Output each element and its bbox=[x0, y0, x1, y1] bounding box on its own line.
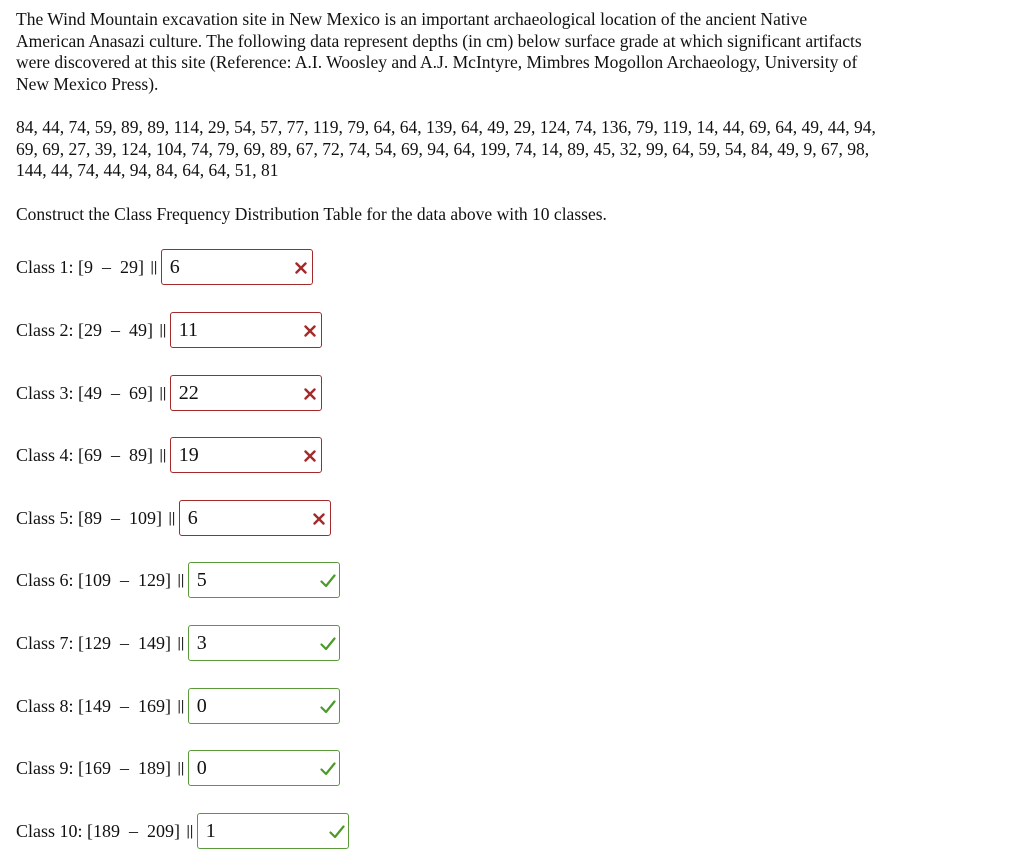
x-mark-icon bbox=[292, 259, 310, 277]
separator: || bbox=[168, 510, 175, 526]
frequency-value: 0 bbox=[196, 694, 207, 717]
class-row-4 bbox=[16, 436, 322, 474]
instruction-text: Construct the Class Frequency Distribution Table for the data above with 10 classes. bbox=[16, 204, 607, 224]
question-intro: The Wind Mountain excavation site in New Mexico is an important archaeological location of the ancient Native American Anasazi culture. The following data represent depths (in cm) below surface grade at which significant artifacts were discovered at this site (Reference: A.I. Woosley and A.J. McIntyre, Mimbres Mogollon Archaeology, University of New Mexico Press). bbox=[16, 9, 862, 94]
frequency-value: 19 bbox=[178, 443, 199, 466]
class-row-10 bbox=[16, 812, 349, 850]
check-mark-icon bbox=[319, 572, 337, 590]
separator: || bbox=[159, 322, 166, 338]
separator: || bbox=[177, 698, 184, 714]
check-mark-icon bbox=[319, 698, 337, 716]
frequency-value: 5 bbox=[196, 568, 207, 591]
class-label: Class 7: [129 – 149] bbox=[16, 632, 171, 653]
class-3-frequency-input[interactable] bbox=[170, 375, 322, 411]
frequency-value: 11 bbox=[178, 318, 199, 341]
frequency-value: 3 bbox=[196, 631, 207, 654]
class-label: Class 9: [169 – 189] bbox=[16, 757, 171, 778]
frequency-value: 22 bbox=[178, 381, 199, 404]
class-6-frequency-input[interactable] bbox=[188, 562, 340, 598]
class-row-1 bbox=[16, 248, 313, 286]
frequency-value: 6 bbox=[187, 506, 198, 529]
class-label: Class 8: [149 – 169] bbox=[16, 695, 171, 716]
class-row-2 bbox=[16, 311, 322, 349]
class-label: Class 4: [69 – 89] bbox=[16, 444, 153, 465]
check-mark-icon bbox=[319, 760, 337, 778]
frequency-value: 1 bbox=[205, 819, 216, 842]
class-label: Class 10: [189 – 209] bbox=[16, 820, 180, 841]
class-label: Class 3: [49 – 69] bbox=[16, 382, 153, 403]
separator: || bbox=[150, 259, 157, 275]
class-2-frequency-input[interactable] bbox=[170, 312, 322, 348]
x-mark-icon bbox=[301, 385, 319, 403]
class-10-frequency-input[interactable] bbox=[197, 813, 349, 849]
class-7-frequency-input[interactable] bbox=[188, 625, 340, 661]
x-mark-icon bbox=[301, 447, 319, 465]
frequency-value: 6 bbox=[169, 255, 180, 278]
separator: || bbox=[177, 760, 184, 776]
class-4-frequency-input[interactable] bbox=[170, 437, 322, 473]
class-row-5 bbox=[16, 499, 331, 537]
separator: || bbox=[186, 823, 193, 839]
separator: || bbox=[159, 447, 166, 463]
check-mark-icon bbox=[328, 823, 346, 841]
x-mark-icon bbox=[310, 510, 328, 528]
class-9-frequency-input[interactable] bbox=[188, 750, 340, 786]
class-row-7 bbox=[16, 624, 340, 662]
class-8-frequency-input[interactable] bbox=[188, 688, 340, 724]
class-1-frequency-input[interactable] bbox=[161, 249, 313, 285]
separator: || bbox=[177, 572, 184, 588]
class-label: Class 2: [29 – 49] bbox=[16, 319, 153, 340]
class-row-3 bbox=[16, 374, 322, 412]
check-mark-icon bbox=[319, 635, 337, 653]
class-row-8 bbox=[16, 687, 340, 725]
class-row-9 bbox=[16, 749, 340, 787]
frequency-value: 0 bbox=[196, 756, 207, 779]
separator: || bbox=[177, 635, 184, 651]
class-label: Class 1: [9 – 29] bbox=[16, 256, 144, 277]
separator: || bbox=[159, 385, 166, 401]
class-label: Class 5: [89 – 109] bbox=[16, 507, 162, 528]
class-row-6 bbox=[16, 561, 340, 599]
class-5-frequency-input[interactable] bbox=[179, 500, 331, 536]
data-values: 84, 44, 74, 59, 89, 89, 114, 29, 54, 57, 77, 119, 79, 64, 64, 139, 64, 49, 29, 124, 74, 136, 79, 119, 14, 44, 69, 64, 49, 44, 94, 69, 69, 27, 39, 124, 104, 74, 79, 69, 89, 67, 72, 74, 54, 69, 94, 64, 199, 74, 14, 89, 45, 32, 99, 64, 59, 54, 84, 49, 9, 67, 98, 144, 44, 74, 44, 94, 84, 64, 64, 51, 81 bbox=[16, 117, 876, 180]
x-mark-icon bbox=[301, 322, 319, 340]
class-label: Class 6: [109 – 129] bbox=[16, 569, 171, 590]
